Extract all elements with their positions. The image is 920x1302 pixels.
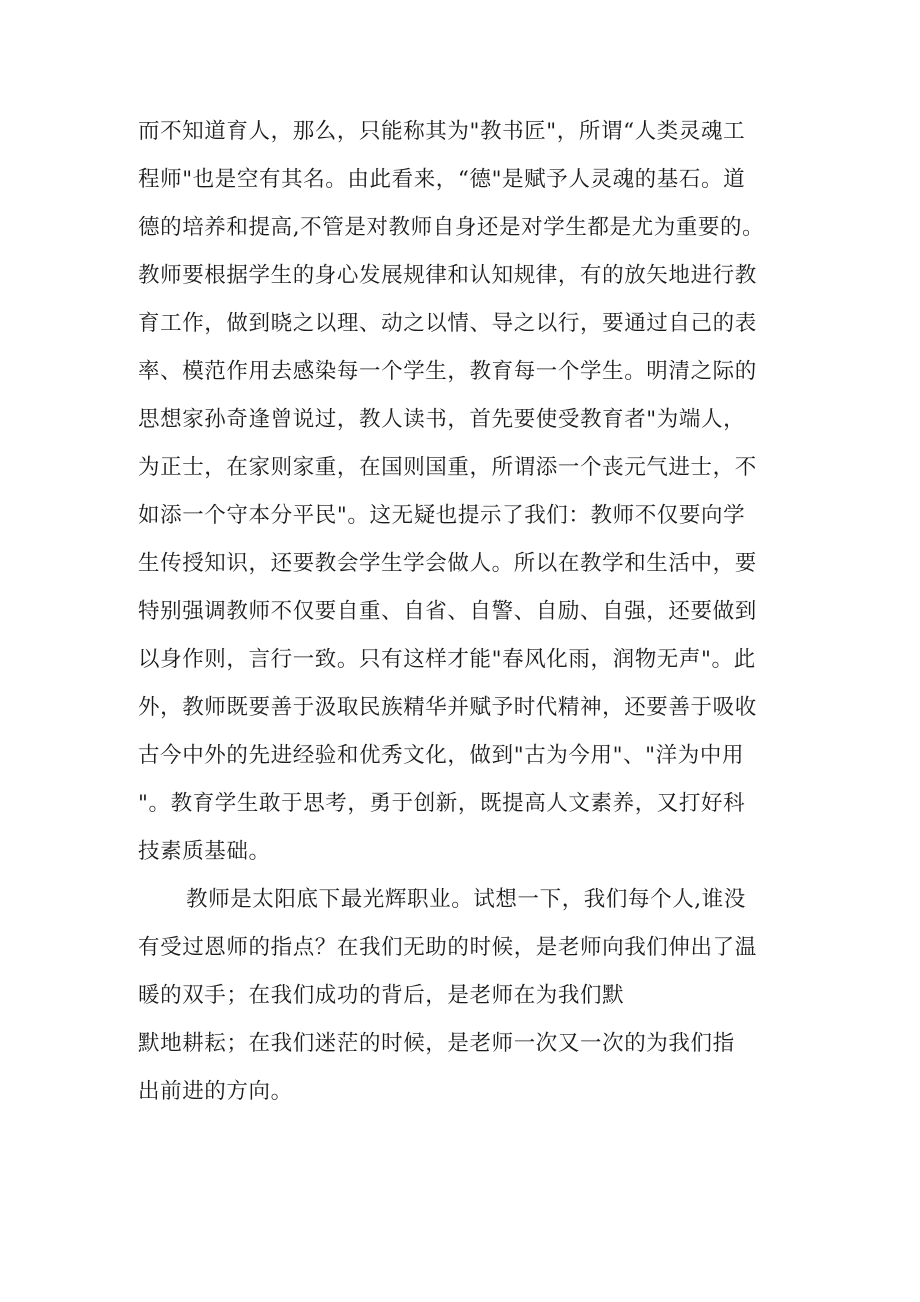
- text-line-4: 教师要根据学生的身心发展规律和认知规律，有的放矢地进行教: [138, 263, 757, 288]
- text-line-18: 有受过恩师的指点？在我们无助的时候，是老师向我们伸出了温: [138, 935, 757, 960]
- text-line-6: 率、模范作用去感染每一个学生，教育每一个学生。明清之际的: [138, 359, 757, 384]
- text-line-16: 技素质基础。: [138, 839, 271, 864]
- text-line-10: 生传授知识，还要教会学生学会做人。所以在教学和生活中，要: [138, 551, 757, 576]
- text-line-19: 暖的双手；在我们成功的背后，是老师在为我们默: [138, 983, 625, 1008]
- text-line-13: 外，教师既要善于汲取民族精华并赋予时代精神，还要善于吸收: [138, 695, 757, 720]
- text-line-1: 而不知道育人，那么，只能称其为"教书匠"，所谓“人类灵魂工: [138, 119, 746, 144]
- text-line-20: 默地耕耘；在我们迷茫的时候，是老师一次又一次的为我们指: [138, 1031, 735, 1056]
- text-line-17: 教师是太阳底下最光辉职业。试想一下，我们每个人,谁没: [186, 887, 746, 912]
- text-line-11: 特别强调教师不仅要自重、自省、自警、自励、自强，还要做到: [138, 599, 757, 624]
- text-line-9: 如添一个守本分平民"。这无疑也提示了我们：教师不仅要向学: [138, 503, 746, 528]
- text-line-7: 思想家孙奇逢曾说过，教人读书，首先要使受教育者"为端人，: [138, 407, 746, 432]
- text-line-15: "。教育学生敢于思考，勇于创新，既提高人文素养，又打好科: [138, 791, 746, 816]
- text-line-14: 古今中外的先进经验和优秀文化，做到"古为今用"、"洋为中用: [138, 743, 745, 768]
- text-line-3: 德的培养和提高,不管是对教师自身还是对学生都是尤为重要的。: [138, 215, 765, 240]
- text-line-21: 出前进的方向。: [138, 1079, 293, 1104]
- body-text: [138, 108, 838, 1116]
- text-line-12: 以身作则，言行一致。只有这样才能"春风化雨，润物无声"。此: [138, 647, 756, 672]
- text-line-8: 为正士，在家则家重，在国则国重，所谓添一个丧元气进士，不: [138, 455, 757, 480]
- text-line-5: 育工作，做到晓之以理、动之以情、导之以行，要通过自己的表: [138, 311, 757, 336]
- text-line-2: 程师"也是空有其名。由此看来，“德"是赋予人灵魂的基石。道: [138, 167, 746, 192]
